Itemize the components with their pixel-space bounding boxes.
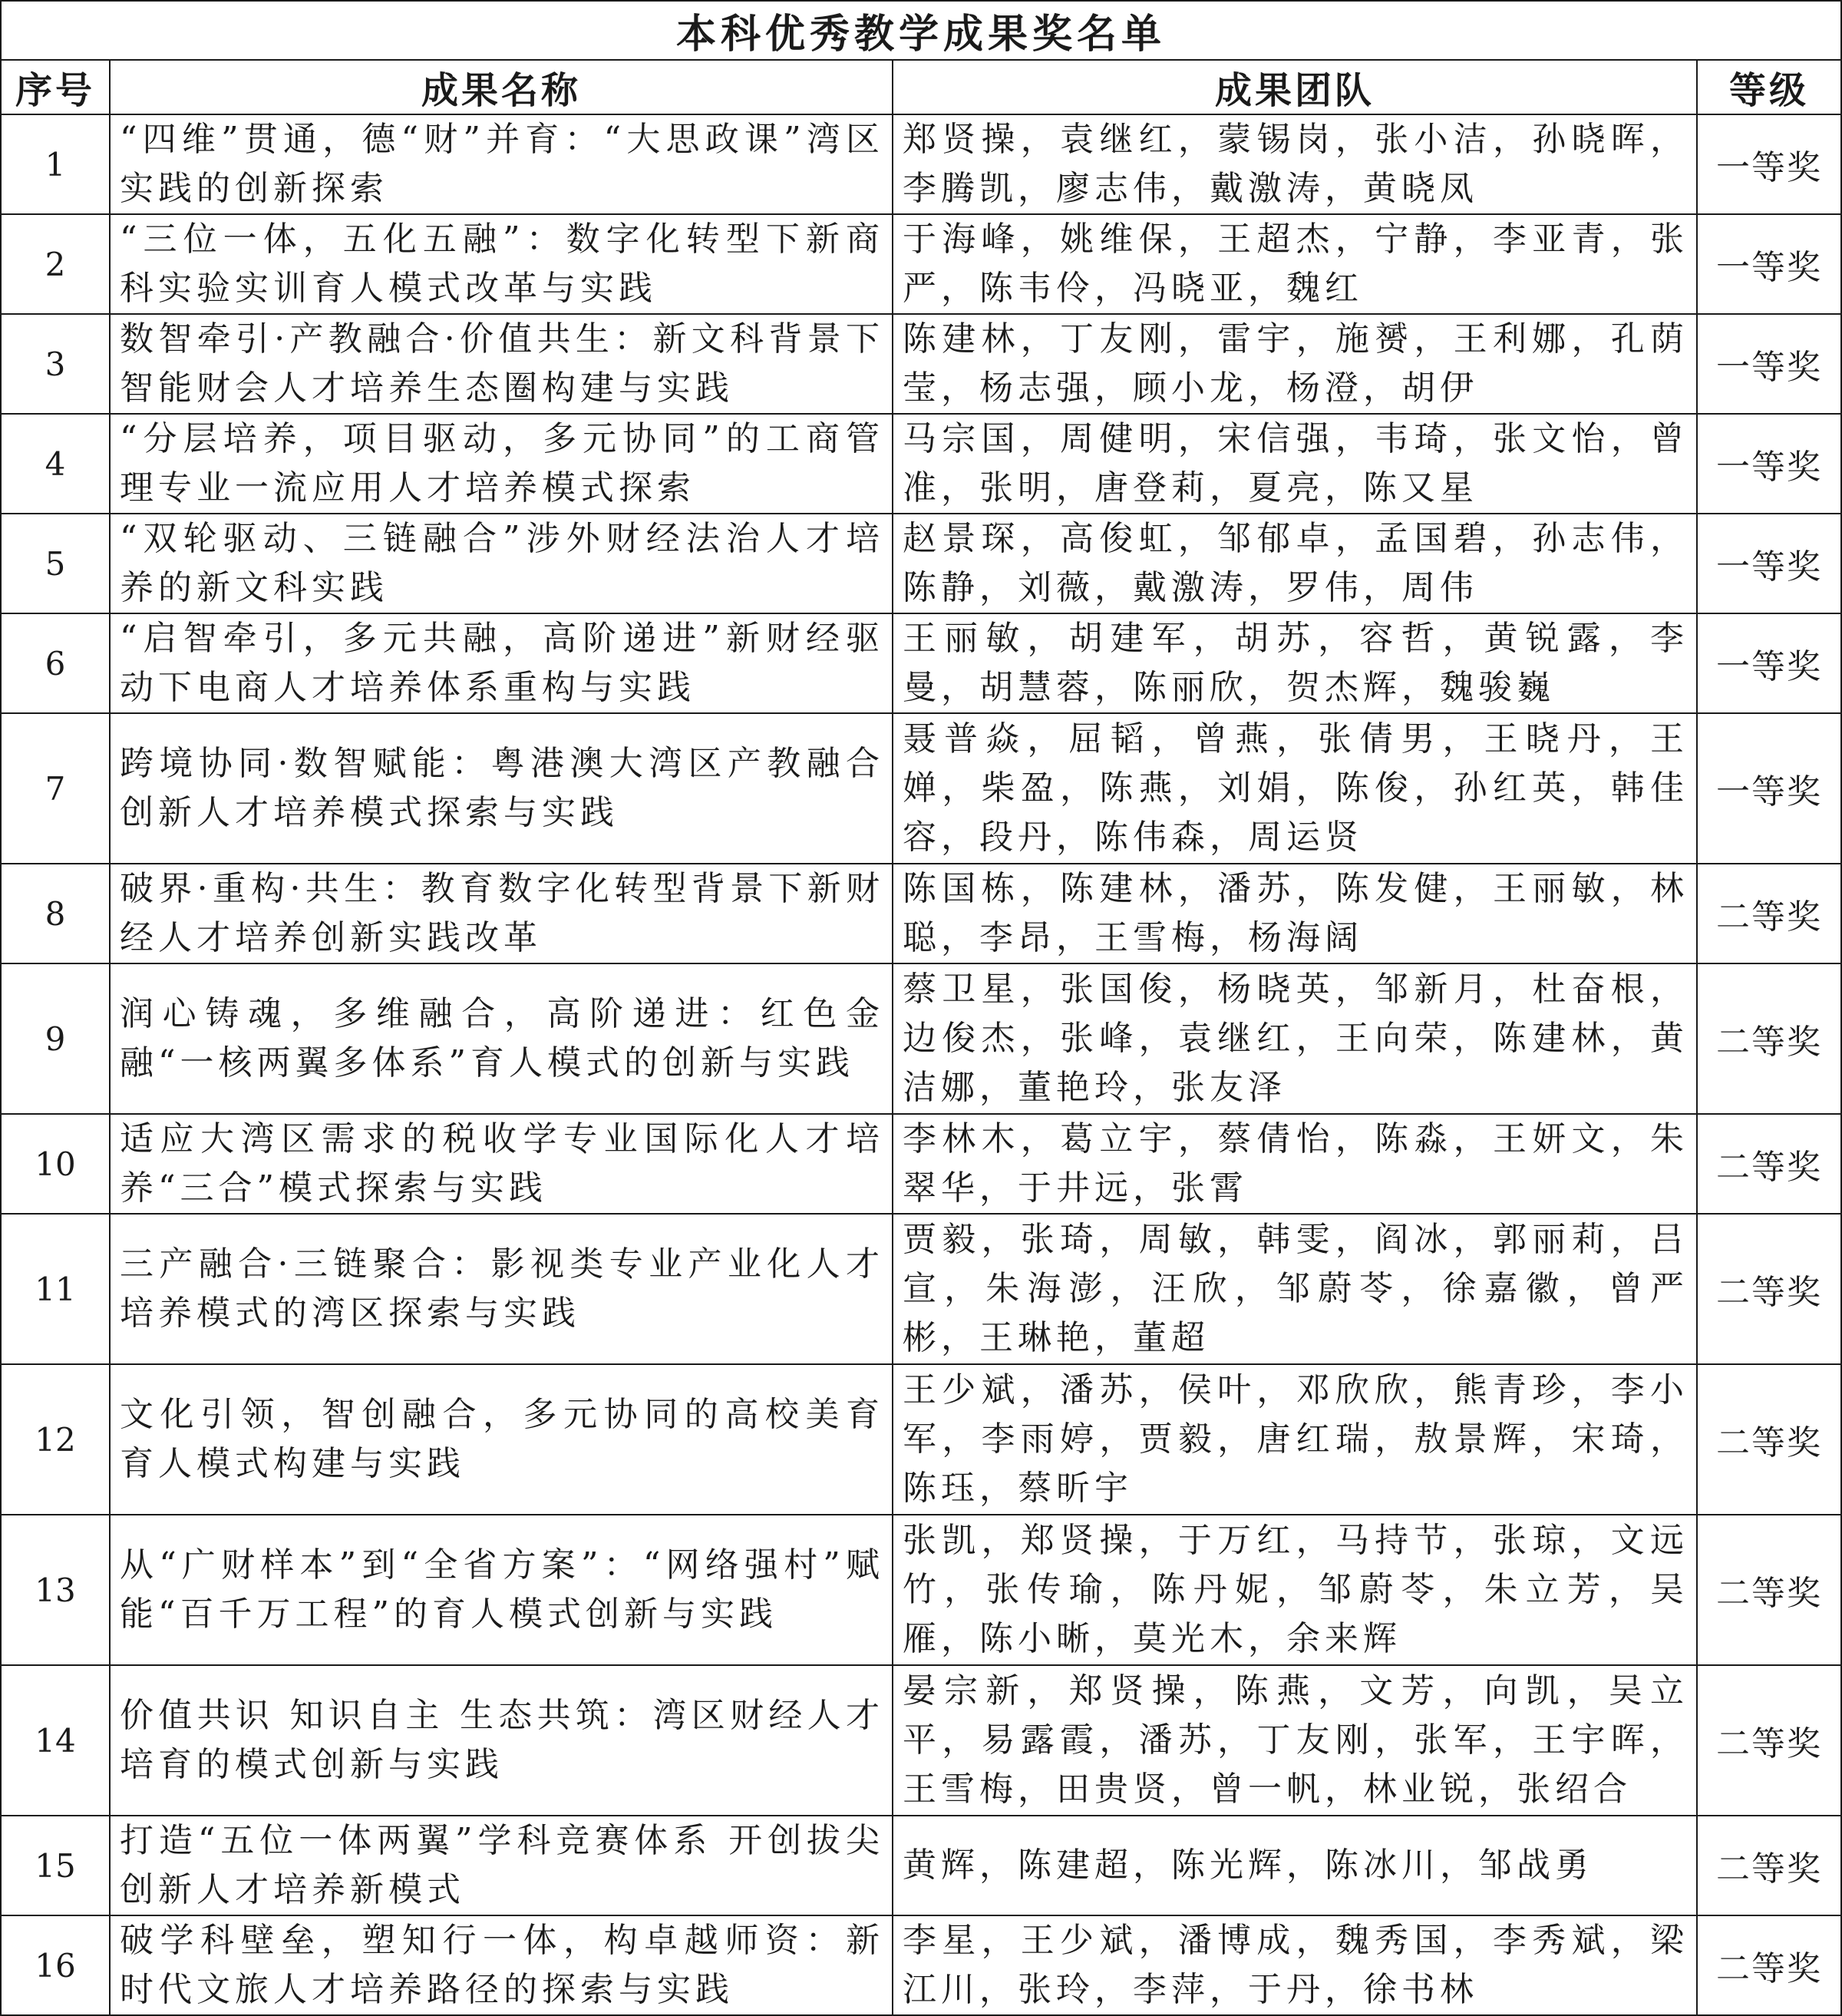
row-team: 赵景琛，高俊虹，邹郁卓，孟国碧，孙志伟，陈静，刘薇，戴激涛，罗伟，周伟 (893, 514, 1697, 613)
row-no: 6 (1, 613, 110, 713)
row-name: 价值共识 知识自主 生态共筑：湾区财经人才培育的模式创新与实践 (110, 1665, 893, 1816)
row-level: 二等奖 (1697, 1114, 1841, 1214)
row-no: 13 (1, 1515, 110, 1665)
table-title: 本科优秀教学成果奖名单 (1, 1, 1841, 60)
table-row (1, 314, 1841, 414)
row-level: 一等奖 (1697, 713, 1841, 864)
row-level: 一等奖 (1697, 214, 1841, 314)
row-level: 二等奖 (1697, 1816, 1841, 1915)
table-row (1, 963, 1841, 1114)
row-name: “启智牵引，多元共融，高阶递进”新财经驱动下电商人才培养体系重构与实践 (110, 613, 893, 713)
header-name: 成果名称 (110, 60, 893, 114)
row-team: 李星，王少斌，潘博成，魏秀国，李秀斌，梁江川，张玲，李萍，于丹，徐书林 (893, 1915, 1697, 2015)
table-row (1, 114, 1841, 214)
row-name: “双轮驱动、三链融合”涉外财经法治人才培养的新文科实践 (110, 514, 893, 613)
row-team: 王丽敏，胡建军，胡苏，容哲，黄锐露，李曼，胡慧蓉，陈丽欣，贺杰辉，魏骏巍 (893, 613, 1697, 713)
row-level: 一等奖 (1697, 314, 1841, 414)
row-level: 二等奖 (1697, 963, 1841, 1114)
row-name: 破界·重构·共生：教育数字化转型背景下新财经人才培养创新实践改革 (110, 864, 893, 963)
row-name: “分层培养，项目驱动，多元协同”的工商管理专业一流应用人才培养模式探索 (110, 414, 893, 514)
row-level: 二等奖 (1697, 1364, 1841, 1515)
header-row (1, 60, 1841, 114)
row-no: 5 (1, 514, 110, 613)
table-row (1, 1515, 1841, 1665)
row-level: 二等奖 (1697, 1515, 1841, 1665)
row-name: 数智牵引·产教融合·价值共生：新文科背景下智能财会人才培养生态圈构建与实践 (110, 314, 893, 414)
table-row (1, 1214, 1841, 1364)
row-team: 张凯，郑贤操，于万红，马持节，张琼，文远竹，张传瑜，陈丹妮，邹蔚苓，朱立芳，吴雁，陈小晰，莫光木，余来辉 (893, 1515, 1697, 1665)
row-no: 10 (1, 1114, 110, 1214)
row-team: 郑贤操，袁继红，蒙锡岗，张小洁，孙晓晖，李腾凯，廖志伟，戴激涛，黄晓凤 (893, 114, 1697, 214)
table-row (1, 713, 1841, 864)
row-level: 一等奖 (1697, 414, 1841, 514)
row-no: 3 (1, 314, 110, 414)
table-row (1, 1364, 1841, 1515)
row-no: 12 (1, 1364, 110, 1515)
row-team: 陈国栋，陈建林，潘苏，陈发健，王丽敏，林聪，李昂，王雪梅，杨海阔 (893, 864, 1697, 963)
row-name: 适应大湾区需求的税收学专业国际化人才培养“三合”模式探索与实践 (110, 1114, 893, 1214)
row-no: 9 (1, 963, 110, 1114)
row-no: 14 (1, 1665, 110, 1816)
row-level: 一等奖 (1697, 514, 1841, 613)
table-row (1, 414, 1841, 514)
table-row (1, 1816, 1841, 1915)
table-row (1, 214, 1841, 314)
row-name: “三位一体，五化五融”：数字化转型下新商科实验实训育人模式改革与实践 (110, 214, 893, 314)
row-no: 2 (1, 214, 110, 314)
row-team: 聂普焱，屈韬，曾燕，张倩男，王晓丹，王婵，柴盈，陈燕，刘娟，陈俊，孙红英，韩佳容，段丹，陈伟森，周运贤 (893, 713, 1697, 864)
row-name: 润心铸魂，多维融合，高阶递进：红色金融“一核两翼多体系”育人模式的创新与实践 (110, 963, 893, 1114)
row-name: 跨境协同·数智赋能：粤港澳大湾区产教融合创新人才培养模式探索与实践 (110, 713, 893, 864)
title-row (1, 1, 1841, 60)
row-no: 16 (1, 1915, 110, 2015)
table-row (1, 1915, 1841, 2015)
row-team: 晏宗新，郑贤操，陈燕，文芳，向凯，吴立平，易露霞，潘苏，丁友刚，张军，王宇晖，王雪梅，田贵贤，曾一帆，林业锐，张绍合 (893, 1665, 1697, 1816)
table-row (1, 613, 1841, 713)
row-name: “四维”贯通，德“财”并育：“大思政课”湾区实践的创新探索 (110, 114, 893, 214)
row-level: 二等奖 (1697, 1214, 1841, 1364)
row-level: 二等奖 (1697, 1915, 1841, 2015)
row-team: 陈建林，丁友刚，雷宇，施赟，王利娜，孔荫莹，杨志强，顾小龙，杨澄，胡伊 (893, 314, 1697, 414)
row-no: 15 (1, 1816, 110, 1915)
row-team: 蔡卫星，张国俊，杨晓英，邹新月，杜奋根，边俊杰，张峰，袁继红，王向荣，陈建林，黄洁娜，董艳玲，张友泽 (893, 963, 1697, 1114)
row-team: 王少斌，潘苏，侯叶，邓欣欣，熊青珍，李小军，李雨婷，贾毅，唐红瑞，敖景辉，宋琦，陈珏，蔡昕宇 (893, 1364, 1697, 1515)
row-name: 破学科壁垒，塑知行一体，构卓越师资：新时代文旅人才培养路径的探索与实践 (110, 1915, 893, 2015)
row-no: 7 (1, 713, 110, 864)
header-level: 等级 (1697, 60, 1841, 114)
table-row (1, 1665, 1841, 1816)
row-team: 李林木，葛立宇，蔡倩怡，陈淼，王妍文，朱翠华，于井远，张霄 (893, 1114, 1697, 1214)
row-team: 贾毅，张琦，周敏，韩雯，阎冰，郭丽莉，吕宣，朱海澎，汪欣，邹蔚苓，徐嘉徽，曾严彬，王琳艳，董超 (893, 1214, 1697, 1364)
row-no: 4 (1, 414, 110, 514)
row-level: 一等奖 (1697, 114, 1841, 214)
row-level: 一等奖 (1697, 613, 1841, 713)
row-no: 1 (1, 114, 110, 214)
row-level: 二等奖 (1697, 864, 1841, 963)
row-team: 黄辉，陈建超，陈光辉，陈冰川，邹战勇 (893, 1816, 1697, 1915)
row-team: 于海峰，姚维保，王超杰，宁静，李亚青，张严，陈韦伶，冯晓亚，魏红 (893, 214, 1697, 314)
row-name: 打造“五位一体两翼”学科竞赛体系 开创拔尖创新人才培养新模式 (110, 1816, 893, 1915)
row-no: 8 (1, 864, 110, 963)
row-name: 文化引领，智创融合，多元协同的高校美育育人模式构建与实践 (110, 1364, 893, 1515)
header-team: 成果团队 (893, 60, 1697, 114)
table-row (1, 1114, 1841, 1214)
row-level: 二等奖 (1697, 1665, 1841, 1816)
row-no: 11 (1, 1214, 110, 1364)
row-name: 从“广财样本”到“全省方案”：“网络强村”赋能“百千万工程”的育人模式创新与实践 (110, 1515, 893, 1665)
header-no: 序号 (1, 60, 110, 114)
table-row (1, 864, 1841, 963)
row-team: 马宗国，周健明，宋信强，韦琦，张文怡，曾准，张明，唐登莉，夏亮，陈又星 (893, 414, 1697, 514)
row-name: 三产融合·三链聚合：影视类专业产业化人才培养模式的湾区探索与实践 (110, 1214, 893, 1364)
table-row (1, 514, 1841, 613)
